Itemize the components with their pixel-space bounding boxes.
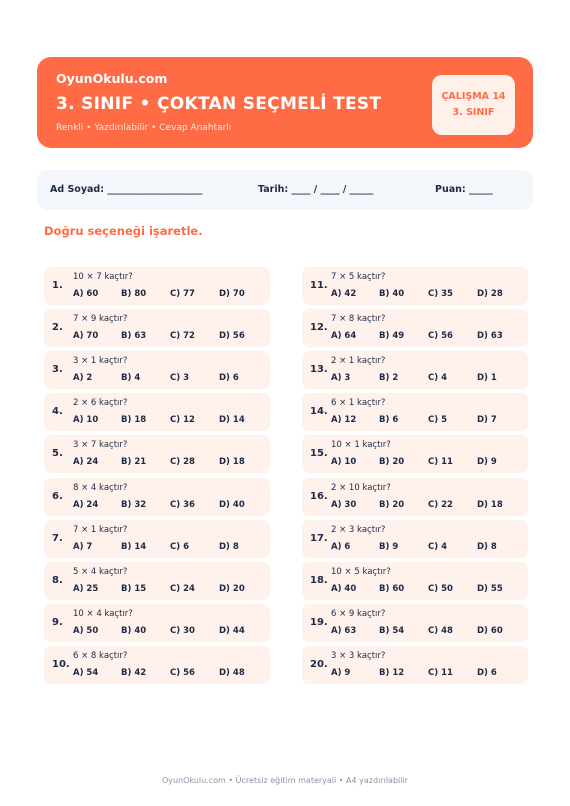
question-number: 12. — [310, 322, 328, 334]
question-card — [302, 393, 528, 431]
answer-option[interactable]: B) 54 — [379, 625, 405, 636]
question-text: 2 × 1 kaçtır? — [331, 356, 386, 367]
answer-option[interactable]: C) 36 — [170, 499, 195, 510]
page-title: 3. SINIF • ÇOKTAN SEÇMELİ TEST — [56, 94, 382, 114]
answer-option[interactable]: C) 48 — [428, 625, 453, 636]
question-text: 3 × 1 kaçtır? — [73, 356, 128, 367]
question-number: 13. — [310, 364, 328, 376]
answer-option[interactable]: D) 44 — [219, 625, 245, 636]
badge-grade: 3. SINIF — [452, 107, 495, 118]
answer-option[interactable]: C) 22 — [428, 499, 453, 510]
answer-option[interactable]: B) 12 — [379, 667, 405, 678]
answer-option[interactable]: A) 50 — [73, 625, 99, 636]
question-text: 10 × 7 kaçtır? — [73, 272, 133, 282]
answer-option[interactable]: D) 9 — [477, 457, 497, 468]
answer-option[interactable]: C) 4 — [428, 373, 447, 384]
question-number: 17. — [310, 532, 328, 544]
question-card — [302, 520, 528, 558]
answer-option[interactable]: A) 10 — [73, 415, 99, 426]
answer-option[interactable]: D) 60 — [477, 625, 503, 636]
answer-option[interactable]: B) 63 — [121, 331, 147, 342]
answer-option[interactable]: B) 80 — [121, 289, 147, 299]
question-text: 7 × 1 kaçtır? — [73, 524, 128, 535]
answer-option[interactable]: A) 3 — [331, 373, 351, 384]
answer-option[interactable]: B) 32 — [121, 499, 147, 510]
question-text: 3 × 3 kaçtır? — [331, 650, 386, 661]
question-number: 11. — [310, 280, 328, 291]
name-field[interactable]: Ad Soyad: ____________________ — [50, 184, 203, 195]
question-number: 7. — [52, 532, 63, 544]
answer-option[interactable]: C) 11 — [428, 457, 453, 468]
question-card — [302, 478, 528, 516]
answer-option[interactable]: D) 56 — [219, 331, 245, 342]
answer-option[interactable]: A) 10 — [331, 457, 357, 468]
answer-option[interactable]: C) 11 — [428, 667, 453, 678]
header-banner — [37, 57, 533, 148]
question-card — [302, 351, 528, 389]
answer-option[interactable]: A) 40 — [331, 583, 357, 594]
answer-option[interactable]: C) 35 — [428, 289, 453, 299]
answer-option[interactable]: D) 18 — [219, 457, 245, 468]
answer-option[interactable]: C) 77 — [170, 289, 195, 299]
date-field[interactable]: Tarih: ____ / ____ / _____ — [258, 184, 374, 195]
question-number: 10. — [52, 658, 70, 670]
answer-option[interactable]: A) 54 — [73, 667, 99, 678]
answer-option[interactable]: A) 12 — [331, 415, 357, 426]
question-number: 9. — [52, 616, 63, 628]
question-text: 10 × 4 kaçtır? — [73, 608, 133, 619]
question-number: 16. — [310, 490, 328, 502]
score-field[interactable]: Puan: _____ — [435, 184, 493, 195]
answer-option[interactable]: B) 60 — [379, 583, 405, 594]
answer-option[interactable]: C) 6 — [170, 541, 189, 552]
answer-option[interactable]: D) 6 — [477, 667, 497, 678]
answer-option[interactable]: D) 70 — [219, 289, 245, 299]
question-text: 7 × 5 kaçtır? — [331, 272, 386, 282]
question-card — [44, 562, 270, 600]
question-card — [44, 478, 270, 516]
answer-option[interactable]: D) 18 — [477, 499, 503, 510]
answer-option[interactable]: A) 25 — [73, 583, 99, 594]
answer-option[interactable]: B) 49 — [379, 331, 405, 342]
student-info-bar — [37, 170, 533, 210]
answer-option[interactable]: D) 6 — [219, 373, 239, 384]
question-text: 2 × 10 kaçtır? — [331, 482, 391, 493]
answer-option[interactable]: B) 14 — [121, 541, 147, 552]
brand-name: OyunOkulu.com — [56, 71, 168, 86]
answer-option[interactable]: C) 12 — [170, 415, 195, 426]
question-number: 8. — [52, 574, 63, 586]
question-text: 2 × 6 kaçtır? — [73, 398, 128, 409]
question-card — [44, 520, 270, 558]
question-number: 14. — [310, 406, 328, 418]
answer-option[interactable]: D) 7 — [477, 415, 497, 426]
instruction-text: Doğru seçeneği işaretle. — [44, 224, 203, 238]
question-card — [302, 267, 528, 305]
answer-option[interactable]: B) 42 — [121, 667, 147, 678]
answer-option[interactable]: C) 3 — [170, 373, 189, 384]
answer-option[interactable]: B) 2 — [379, 373, 399, 384]
answer-option[interactable]: D) 8 — [219, 541, 239, 552]
question-number: 6. — [52, 490, 63, 502]
question-card — [44, 435, 270, 473]
page-subtitle: Renkli • Yazdırılabilir • Cevap Anahtarlı — [56, 123, 232, 133]
question-text: 7 × 9 kaçtır? — [73, 314, 128, 325]
question-number: 3. — [52, 364, 63, 376]
question-text: 7 × 8 kaçtır? — [331, 314, 386, 325]
question-number: 18. — [310, 574, 328, 586]
question-number: 15. — [310, 448, 328, 460]
answer-option[interactable]: B) 20 — [379, 457, 405, 468]
question-card — [44, 393, 270, 431]
question-number: 19. — [310, 616, 328, 628]
question-card — [44, 267, 270, 305]
answer-option[interactable]: C) 50 — [428, 583, 453, 594]
answer-option[interactable]: D) 1 — [477, 373, 497, 384]
answer-option[interactable]: B) 4 — [121, 373, 141, 384]
answer-option[interactable]: A) 63 — [331, 625, 357, 636]
answer-option[interactable]: D) 8 — [477, 541, 497, 552]
answer-option[interactable]: D) 20 — [219, 583, 245, 594]
answer-option[interactable]: A) 2 — [73, 373, 93, 384]
question-number: 5. — [52, 448, 63, 460]
question-card — [302, 435, 528, 473]
question-text: 3 × 7 kaçtır? — [73, 440, 128, 451]
question-text: 10 × 1 kaçtır? — [331, 440, 391, 451]
answer-option[interactable]: D) 63 — [477, 331, 503, 342]
answer-option[interactable]: A) 24 — [73, 499, 99, 510]
answer-option[interactable]: A) 7 — [73, 541, 93, 552]
answer-option[interactable]: B) 21 — [121, 457, 147, 468]
answer-option[interactable]: A) 60 — [73, 289, 99, 299]
question-text: 2 × 3 kaçtır? — [331, 524, 386, 535]
answer-option[interactable]: C) 28 — [170, 457, 195, 468]
question-text: 5 × 4 kaçtır? — [73, 566, 128, 577]
answer-option[interactable]: C) 30 — [170, 625, 195, 636]
answer-option[interactable]: B) 18 — [121, 415, 147, 426]
answer-option[interactable]: B) 40 — [379, 289, 405, 299]
answer-option[interactable]: C) 24 — [170, 583, 195, 594]
answer-option[interactable]: C) 5 — [428, 415, 447, 426]
answer-option[interactable]: A) 70 — [73, 331, 99, 342]
question-card — [302, 309, 528, 347]
badge-worksheet-number: ÇALIŞMA 14 — [441, 91, 506, 102]
answer-option[interactable]: B) 9 — [379, 541, 399, 552]
answer-option[interactable]: B) 6 — [379, 415, 399, 426]
question-card — [302, 604, 528, 642]
answer-option[interactable]: A) 42 — [331, 289, 357, 299]
question-card — [44, 604, 270, 642]
question-text: 8 × 4 kaçtır? — [73, 482, 128, 493]
question-card — [44, 351, 270, 389]
footer-text: OyunOkulu.com • Ücretsiz eğitim materyali • A4 yazdırılabilir — [162, 776, 408, 785]
question-card — [44, 646, 270, 684]
question-card — [302, 646, 528, 684]
answer-option[interactable]: A) 24 — [73, 457, 99, 468]
answer-option[interactable]: C) 72 — [170, 331, 195, 342]
answer-option[interactable]: B) 40 — [121, 625, 147, 636]
question-number: 1. — [52, 280, 63, 291]
answer-option[interactable]: C) 56 — [428, 331, 453, 342]
answer-option[interactable]: A) 6 — [331, 541, 351, 552]
answer-option[interactable]: B) 20 — [379, 499, 405, 510]
answer-option[interactable]: B) 15 — [121, 583, 147, 594]
question-number: 4. — [52, 406, 63, 418]
question-card — [302, 562, 528, 600]
worksheet-badge — [432, 75, 515, 135]
question-text: 10 × 5 kaçtır? — [331, 566, 391, 577]
question-text: 6 × 9 kaçtır? — [331, 608, 386, 619]
question-text: 6 × 1 kaçtır? — [331, 398, 386, 409]
question-number: 2. — [52, 322, 63, 334]
question-card — [44, 309, 270, 347]
answer-option[interactable]: D) 28 — [477, 289, 503, 299]
answer-option[interactable]: C) 56 — [170, 667, 195, 678]
question-text: 6 × 8 kaçtır? — [73, 650, 128, 661]
answer-option[interactable]: A) 64 — [331, 331, 357, 342]
answer-option[interactable]: D) 14 — [219, 415, 245, 426]
answer-option[interactable]: D) 55 — [477, 583, 503, 594]
answer-option[interactable]: D) 40 — [219, 499, 245, 510]
answer-option[interactable]: A) 9 — [331, 667, 351, 678]
answer-option[interactable]: D) 48 — [219, 667, 245, 678]
answer-option[interactable]: C) 4 — [428, 541, 447, 552]
answer-option[interactable]: A) 30 — [331, 499, 357, 510]
question-number: 20. — [310, 658, 328, 670]
